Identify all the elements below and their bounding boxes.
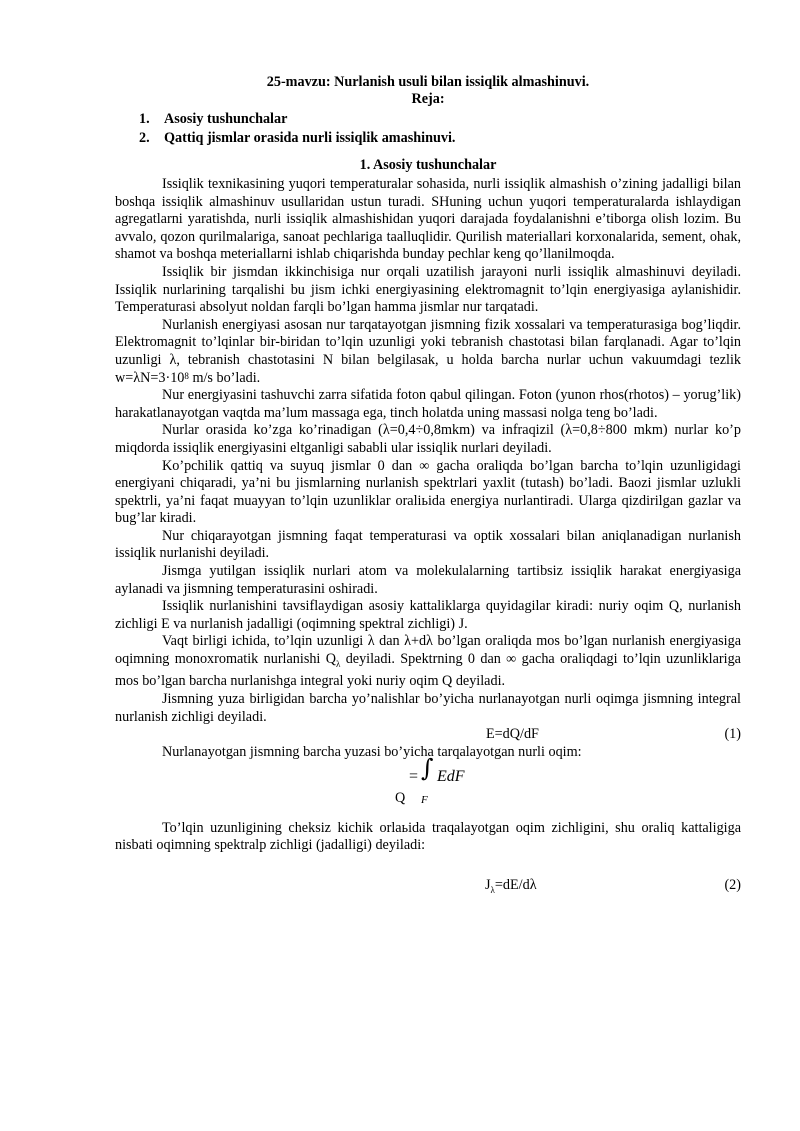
page-title: 25-mavzu: Nurlanish usuli bilan issiqlik almashinuvi. <box>266 74 590 90</box>
equation-number: (1) <box>724 726 741 743</box>
paragraph-text: deyiladi. Spektrning 0 dan ∞ gacha oraliqdagi to’lqin uzunliklariga mos bo’lgan barcha nurlanishga integral yoki nuriy oqim Q deyiladi. <box>115 651 741 690</box>
paragraph: Jismga yutilgan issiqlik nurlari atom va molekulalarning tartibsiz issiqlik harakat energiyasiga aylanadi va jismning temperaturasini oshiradi. <box>115 563 741 597</box>
equation-formula <box>485 877 537 899</box>
plan-item-text: Qattiq jismlar orasida nurli issiqlik amashinuvi. <box>164 130 456 146</box>
equation-number: (2) <box>724 877 741 894</box>
paragraph <box>115 633 741 691</box>
equation-formula: E=dQ/dF <box>486 726 539 743</box>
plan-heading: Reja: <box>411 91 445 107</box>
equals-sign: = <box>409 767 419 785</box>
paragraph-text: m/s bo’ladi. <box>188 369 261 386</box>
equation-1 <box>115 726 741 744</box>
formula-part: =dE/dλ <box>494 877 537 894</box>
plan-item-number: 2. <box>139 130 150 146</box>
paragraph-text: Nurlanish energiyasi asosan nur tarqatayotgan jismning fizik xossalari va temperaturasiga bog’liqdir. Elektromagnit to’lqinlar bir-biridan to’lqin uzunligi yoki tebranish chastotasi bilan farqlanadi. Agar to’lqin uzunligi λ, tebranish chastotasini N bilan belgilasak, u holda barcha nurlar uchun vakuumdagi tezlik w=λN=3·10 <box>115 316 741 386</box>
integral-equation <box>115 753 741 820</box>
paragraph: Ko’pchilik qattiq va suyuq jismlar 0 dan ∞ gacha oraliqda bo’lgan barcha to’lqin uzunligidagi energiyani chiqaradi, ya’ni bu jismlarning nurlanish spektrlari yaxlit (tutash) bo’ladi. Baozi jismlar uzlukli spektrli, ya’ni faqat muayyan to’lqin uzunliklar oraliьida energiya nurlantiradi. Ularga qizdirilgan gazlar va bug’lar kiradi. <box>115 457 741 527</box>
plan-list <box>115 110 741 148</box>
integrand: EdF <box>437 767 465 785</box>
subscript: λ <box>335 658 341 669</box>
paragraph <box>115 317 741 387</box>
integral-sign: ∫ <box>421 753 434 782</box>
paragraph: Jismning yuza birligidan barcha yo’nalishlar bo’yicha nurlanayotgan nurli oqimga jismning integral nurlanish zichligi deyiladi. <box>115 691 741 725</box>
paragraph: Nur chiqarayotgan jismning faqat temperaturasi va optik xossalari bilan aniqlanadigan nurlanish issiqlik nurlanishi deyiladi. <box>115 527 741 562</box>
paragraph: Issiqlik bir jismdan ikkinchisiga nur orqali uzatilish jarayoni nurli issiqlik almashinuvi deyiladi. Issiqlik nurlarining tarqalishi bu jism ichki energiyasining elektromagnit to’lqin energiyasiga aylanishidir. Temperaturasi absolyut noldan farqli bo’lgan hamma jismlar nur tarqatadi. <box>115 263 741 316</box>
paragraph: Issiqlik texnikasining yuqori temperaturalar sohasida, nurli issiqlik almashish o’zining jadalligi bilan boshqa issiqlik almashinuv usullaridan ustun turadi. SHuning uchun yuqori temperaturalarda ishlaydigan agregatlarni yaratishda, nurli issiqlik almashishidan yuqori darajada foydalanishni e’tiborga olish lozim. Bu avvalo, qozon qurilmalariga, sanoat pechlariga taalluqlidir. Qurilish materiallari korxonalarida, sement, ohak, shamot va boshqa meteriallarni ishlab chiqarishda bunday pechlar keng qo’llanilmoqda. <box>115 176 741 263</box>
equation-2 <box>115 877 741 895</box>
paragraph: Nur energiyasini tashuvchi zarra sifatida foton qabul qilingan. Foton (yunon rhos(rhotos) – yorug’lik) harakatlanayotgan vaqtda ma’lum massaga ega, tinch holatda uning massasi nolga teng bo’ladi. <box>115 387 741 421</box>
paragraph: Nurlanayotgan jismning barcha yuzasi bo’yicha tarqalayotgan nurli oqim: <box>162 744 582 761</box>
paragraph: Issiqlik nurlanishini tavsiflaydigan asosiy kattaliklarga quyidagilar kiradi: nuriy oqim Q, nurlanish zichligi E va nurlanish jadalligi (oqimning spektral zichligi) J. <box>115 598 741 632</box>
subscript: λ <box>490 884 495 895</box>
paragraph: Nurlar orasida ko’zga ko’rinadigan (λ=0,4÷0,8mkm) va infraqizil (λ=0,8÷800 mkm) nurlar ko’p miqdorda issiqlik energiyasini eltganligi sababli ular issiqlik nurlari deyiladi. <box>115 422 741 456</box>
superscript: 8 <box>184 370 189 381</box>
plan-item <box>115 110 741 129</box>
section-heading: 1. Asosiy tushunchalar <box>359 157 497 173</box>
plan-item <box>115 129 741 148</box>
integral-lower-limit: F <box>421 793 428 806</box>
paragraph: To’lqin uzunligining cheksiz kichik orlaьida traqalayotgan oqim zichligini, shu oraliq kattaligiga nisbati oqimning spektralp zichligi (jadalligi) deyiladi: <box>115 819 741 854</box>
document-page <box>115 74 741 895</box>
paragraph-text: Vaqt birligi ichida, to’lqin uzunligi λ dan λ+dλ bo’lgan oraliqda mos bo’lgan nurlanish energiyasiga oqimning monoxromatik nurlanishi Q <box>115 633 741 668</box>
plan-item-number: 1. <box>139 111 150 127</box>
integral-lhs: Q <box>395 789 406 806</box>
formula-part: J <box>485 877 491 894</box>
plan-item-text: Asosiy tushunchalar <box>164 111 288 127</box>
